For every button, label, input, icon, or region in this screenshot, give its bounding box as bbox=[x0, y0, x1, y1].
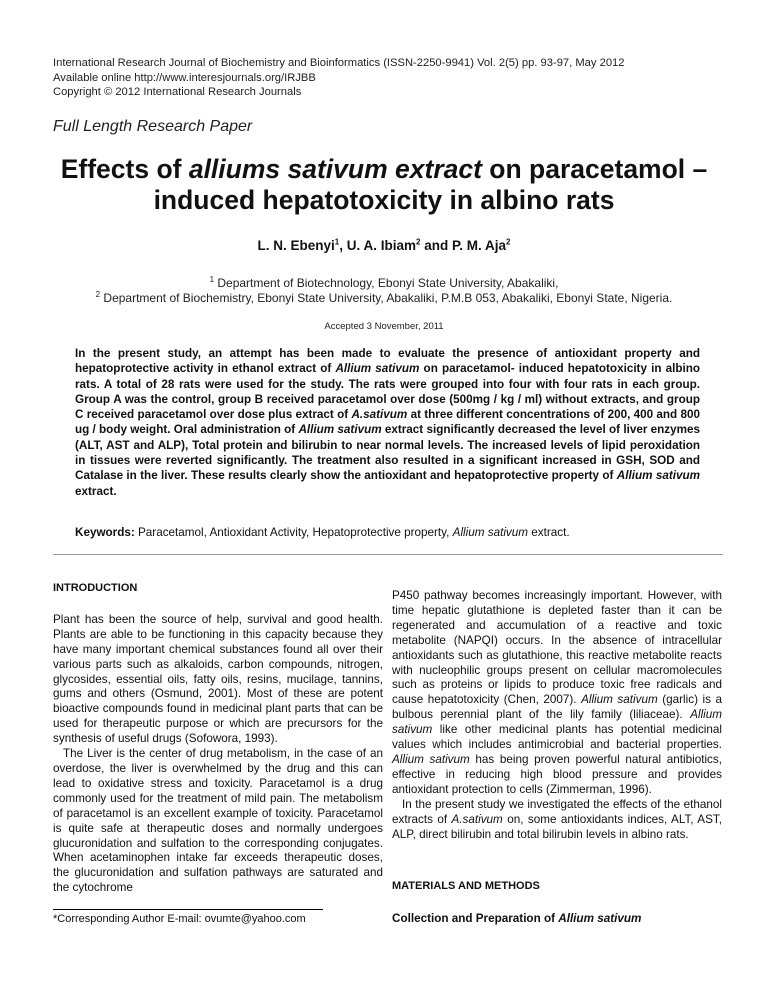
paper-title bbox=[40, 154, 728, 216]
intro-paragraph-4 bbox=[392, 798, 722, 843]
abstract-species: Allium sativum bbox=[335, 362, 420, 376]
abstract bbox=[75, 346, 700, 499]
author-2-sup: 2 bbox=[416, 237, 421, 247]
keywords-text: Paracetamol, Antioxidant Activity, Hepatoprotective property, bbox=[134, 526, 453, 539]
keywords bbox=[75, 526, 715, 539]
abstract-text: at three different concentrations of 200, 400 and 800 ug / body weight. Oral administration of bbox=[75, 408, 700, 437]
methods-heading: MATERIALS AND METHODS bbox=[392, 880, 540, 892]
left-column bbox=[53, 581, 383, 896]
accepted-date: Accepted 3 November, 2011 bbox=[324, 321, 444, 332]
title-italic: alliums sativum extract bbox=[188, 154, 482, 184]
methods-sub-text: Collection and Preparation of bbox=[392, 912, 559, 925]
affiliation-2-text: Department of Biochemistry, Ebonyi State University, Abakaliki, P.M.B 053, Abakaliki, Ebonyi State, Nigeria. bbox=[100, 291, 673, 305]
affiliation-2 bbox=[30, 291, 738, 305]
journal-url: Available online http://www.interesjournals.org/IRJBB bbox=[53, 71, 316, 84]
abstract-text: extract significantly decreased the level of liver enzymes (ALT, AST and ALP), Total protein and bilirubin to near normal levels. The increased levels of lipid peroxidation in tissues were reverted significantly. The treatment also resulted in a significant increased in GSH, SOD and Catalase in the liver. These results clearly show the antioxidant and hepatoprotective property of bbox=[75, 423, 700, 483]
intro-paragraph-1: Plant has been the source of help, survival and good health. Plants are able to be functioning in this capacity because they have many important chemical substances found all over their various parts such as alkaloids, carbon compounds, nitrogen, glycosides, essential oils, fatty oils, resins, mucilage, tannins, gums and others (Osmund, 2001). Most of these are potent bioactive compounds found in medicinal plant parts that can be used for therapeutic purpose or which are precursors for the synthesis of useful drugs (Sofowora, 1993). bbox=[53, 612, 383, 746]
intro-paragraph-2: The Liver is the center of drug metabolism, in the case of an overdose, the liver is overwhelmed by the drug and this can lead to oxidative stress and toxicity. Paracetamol is a drug commonly used for the treatment of mild pain. The metabolism of paracetamol is an excellent example of toxicity. Paracetamol is quite safe at therapeutic doses and normally undergoes glucuronidation and sulfation to the corresponding conjugates. When acetaminophen intake far exceeds therapeutic doses, the glucuronidation and sulfation pathways are saturated and the cytochrome bbox=[53, 747, 383, 895]
intro-text: like other medicinal plants has potential medicinal values which includes antimicrobial and bacterial properties. bbox=[392, 723, 722, 752]
author-1: L. N. Ebenyi bbox=[257, 238, 335, 253]
intro-species: Allium sativum bbox=[392, 752, 470, 766]
divider bbox=[53, 554, 723, 555]
right-column bbox=[392, 589, 722, 842]
intro-heading: INTRODUCTION bbox=[53, 582, 138, 594]
journal-header bbox=[53, 56, 733, 100]
abstract-species: Allium sativum bbox=[298, 423, 382, 437]
affiliation-1-text: Department of Biotechnology, Ebonyi State University, Abakaliki, bbox=[214, 276, 559, 290]
intro-text: P450 pathway becomes increasingly important. However, with time hepatic glutathione is depleted faster than it can be regenerated and accumulation of a reactive and toxic metabolite (NAPQI) occurs. In the absence of intracellular antioxidants such as glutathione, this reactive metabolite reacts with nucleophilic groups present on cellular macromolecules such as proteins or lipids to produce toxic free radicals and cause hepatotoxicity (Chen, 2007). bbox=[392, 589, 722, 707]
abstract-species: Allium sativum bbox=[616, 469, 700, 483]
author-1-sup: 1 bbox=[334, 237, 340, 247]
abstract-text: In the present study, an attempt has been made to evaluate the presence of antioxidant property and hepatoprotective activity in ethanol extract of bbox=[75, 347, 700, 376]
title-part2: on paracetamol – induced hepatotoxicity in albino rats bbox=[153, 154, 708, 215]
affiliation-1 bbox=[30, 276, 738, 290]
corresponding-author: *Corresponding Author E-mail: ovumte@yahoo.com bbox=[53, 913, 306, 925]
journal-citation: International Research Journal of Biochemistry and Bioinformatics (ISSN-2250-9941) Vol. 2(5) pp. 93-97, May 2012 bbox=[53, 57, 625, 69]
paper-type: Full Length Research Paper bbox=[53, 118, 253, 135]
journal-copyright: Copyright © 2012 International Research Journals bbox=[53, 86, 302, 98]
intro-species: A.sativum bbox=[451, 812, 503, 826]
author-2: , U. A. Ibiam bbox=[339, 238, 417, 253]
methods-subheading bbox=[392, 912, 641, 925]
authors bbox=[40, 238, 728, 253]
methods-sub-species: Allium sativum bbox=[558, 912, 642, 925]
affiliation-1-sup: 1 bbox=[209, 275, 215, 284]
keywords-species: Allium sativum bbox=[452, 526, 528, 539]
keywords-label: Keywords: bbox=[75, 526, 135, 539]
intro-text: has being proven powerful natural antibiotics, effective in reducing high blood pressure and provides antioxidant protection to cells (Zimmerman, 1996). bbox=[392, 752, 722, 796]
intro-paragraph-3 bbox=[392, 589, 722, 798]
abstract-text: extract. bbox=[75, 484, 117, 498]
title-part1: Effects of bbox=[60, 154, 189, 184]
abstract-text: on paracetamol- induced hepatotoxicity in albino rats. A total of 28 rats were used for the study. The rats were grouped into four with four rats in each group. Group A was the control, group B received paracetamol over dose (500mg / kg / ml) without extracts, and group C received paracetamol over dose plus extract of bbox=[75, 362, 700, 422]
footnote-rule bbox=[53, 909, 323, 910]
keywords-end: extract. bbox=[528, 526, 570, 539]
abstract-species: A.sativum bbox=[351, 408, 408, 422]
author-3: and P. M. Aja bbox=[420, 238, 506, 253]
affiliation-2-sup: 2 bbox=[95, 290, 101, 299]
intro-text: In the present study we investigated the effects of the ethanol extracts of bbox=[392, 797, 722, 826]
intro-species: Allium sativum bbox=[392, 708, 722, 737]
intro-text: on, some antioxidants indices, ALT, AST, ALP, direct bilirubin and total bilirubin levels in albino rats. bbox=[392, 812, 722, 841]
author-3-sup: 2 bbox=[506, 237, 511, 247]
intro-species: Allium sativum bbox=[581, 693, 658, 707]
intro-text: (garlic) is a bulbous perennial plant of the lily family (liliaceae). bbox=[392, 693, 722, 722]
